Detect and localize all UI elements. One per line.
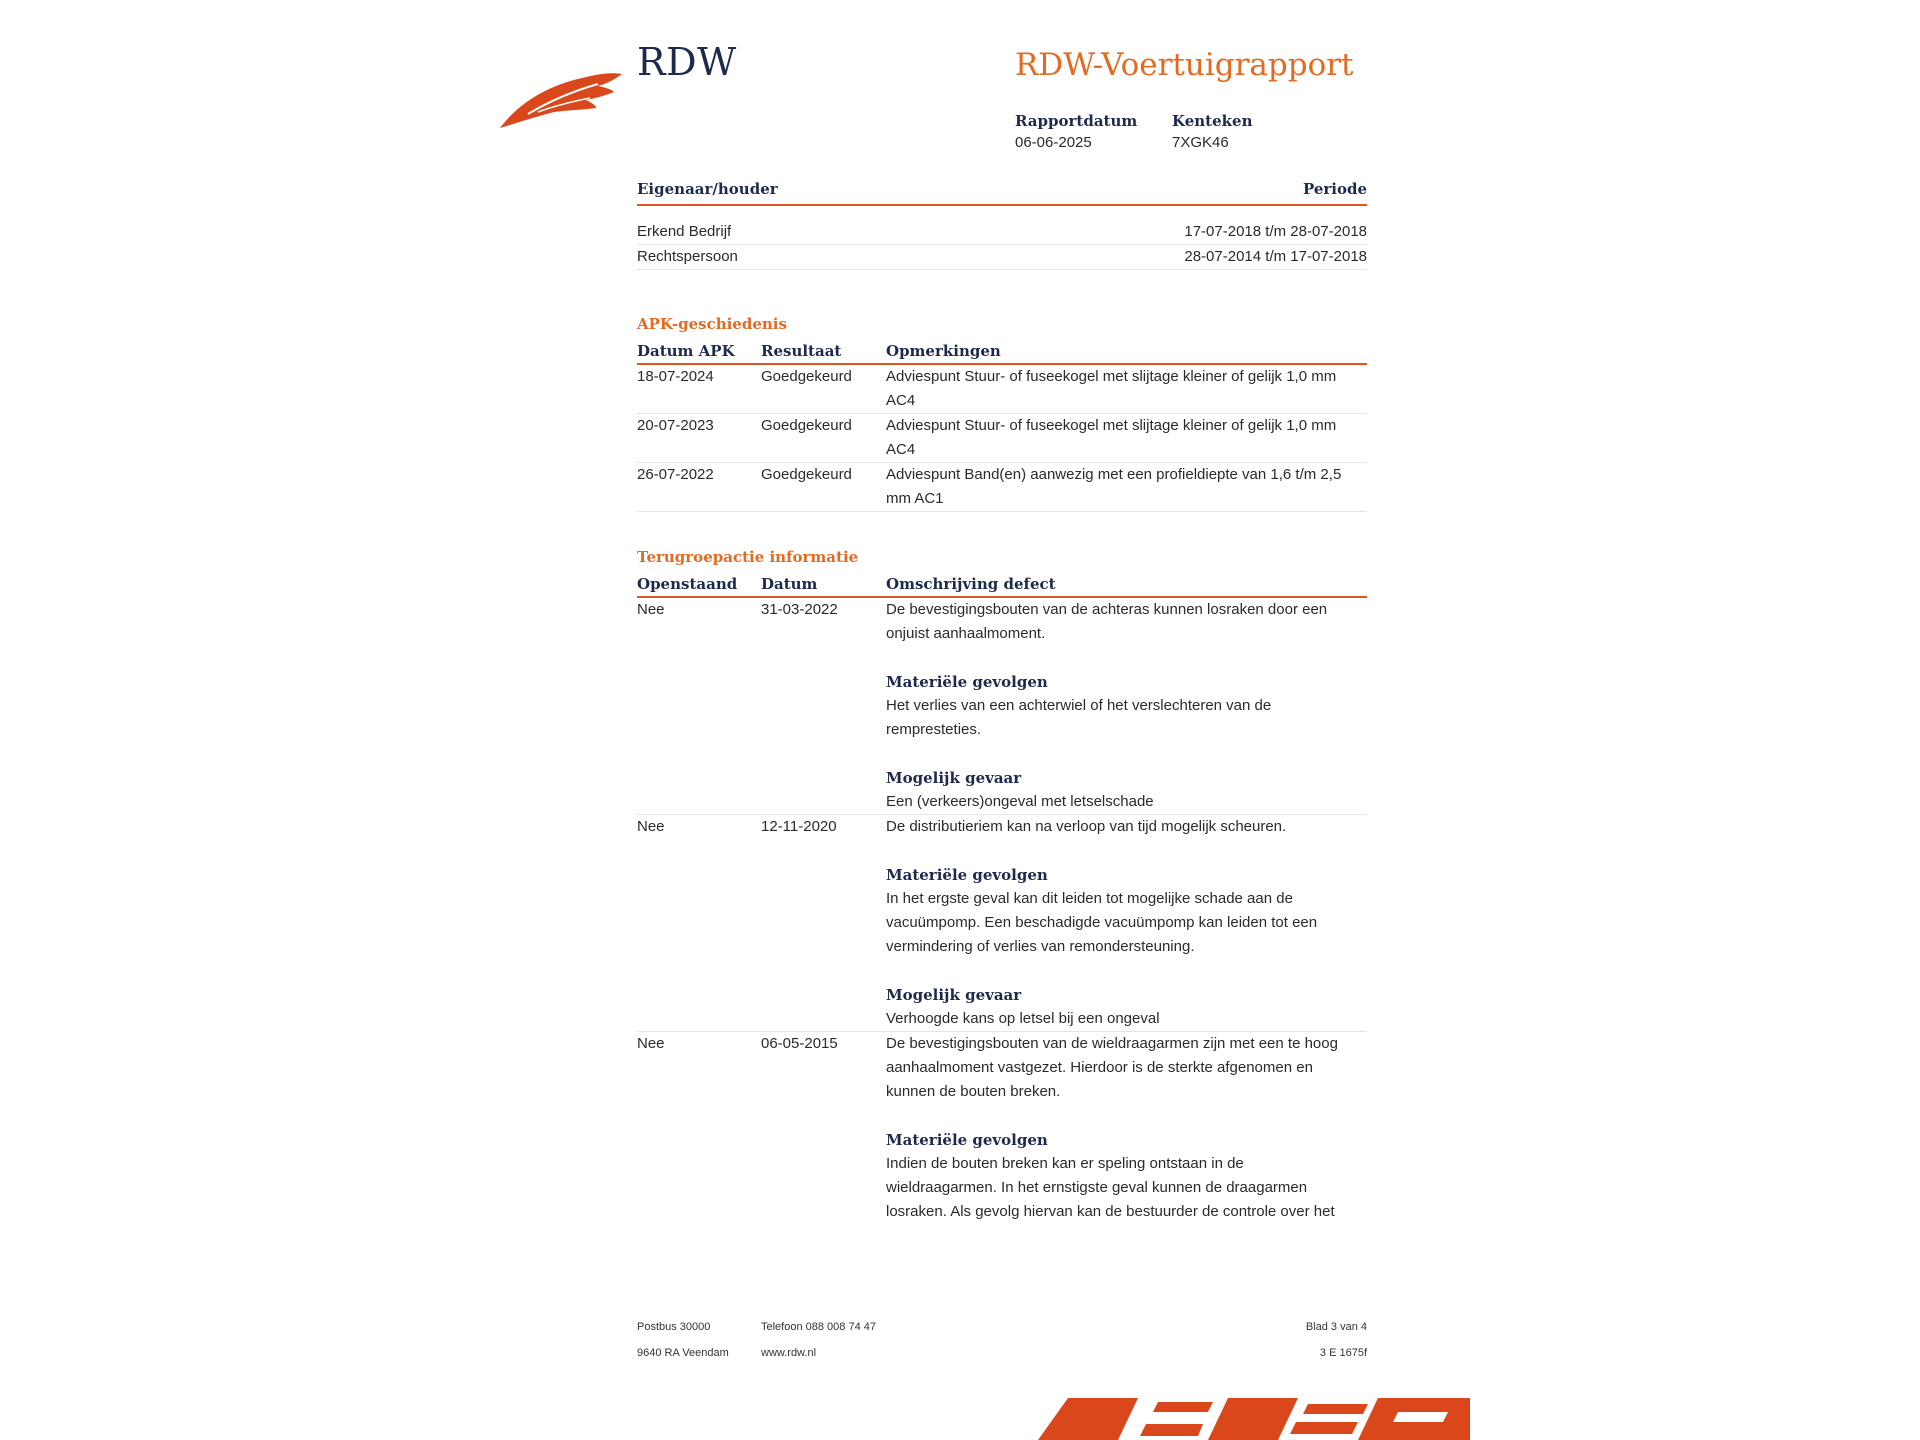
recall-date: 12-11-2020 (761, 818, 837, 835)
report-title: RDW-Voertuigrapport (1015, 47, 1354, 83)
material-consequences-heading: Materiële gevolgen (886, 866, 1048, 884)
material-consequences-text: In het ergste geval kan dit leiden tot mogelijke schade aan de vacuümpomp. Een beschadigde vacuümpomp kan leiden tot een vermindering of verlies van remondersteuning. (886, 890, 1318, 955)
recall-defect-column-header: Omschrijving defect (886, 575, 1056, 593)
license-plate-value: 7XGK46 (1172, 134, 1229, 151)
apk-remark: Adviespunt Stuur- of fuseekogel met slijtage kleiner of gelijk 1,0 mm AC4 (886, 417, 1337, 458)
material-consequences-heading: Materiële gevolgen (886, 1131, 1048, 1149)
recall-table-header (637, 572, 1367, 598)
footer-website[interactable]: www.rdw.nl (761, 1347, 817, 1359)
apk-remark: Adviespunt Stuur- of fuseekogel met slijtage kleiner of gelijk 1,0 mm AC4 (886, 368, 1337, 409)
recall-open: Nee (637, 818, 665, 835)
recall-row (637, 815, 1367, 1032)
apk-row (637, 463, 1367, 512)
recall-details (886, 598, 1367, 814)
report-date-label: Rapportdatum (1015, 112, 1138, 130)
apk-result-column-header: Resultaat (761, 342, 842, 360)
recall-details (886, 1032, 1367, 1224)
brand-name: RDW (637, 40, 737, 84)
license-plate-label: Kenteken (1172, 112, 1253, 130)
footer-page-number: Blad 3 van 4 (1305, 1321, 1367, 1333)
recall-date: 31-03-2022 (761, 601, 838, 618)
footer-address-line2: 9640 RA Veendam (637, 1347, 729, 1359)
apk-date: 20-07-2023 (637, 417, 714, 434)
recall-section-title: Terugroepactie informatie (637, 548, 859, 566)
recall-details (886, 815, 1367, 1031)
apk-section-title: APK-geschiedenis (637, 315, 787, 333)
material-consequences-text: Het verlies van een achterwiel of het verslechteren van de rempresteties. (886, 697, 1272, 738)
period-column-header: Periode (1302, 180, 1367, 198)
apk-row (637, 414, 1367, 463)
apk-history-section (637, 315, 1367, 512)
recall-date: 06-05-2015 (761, 1035, 838, 1052)
possible-danger-text: Een (verkeers)ongeval met letselschade (886, 793, 1154, 810)
apk-result: Goedgekeurd (761, 368, 852, 385)
recall-defect: De distributieriem kan na verloop van tijd mogelijk scheuren. (886, 818, 1287, 835)
owner-row (637, 220, 1367, 245)
recall-date-column-header: Datum (761, 575, 818, 593)
apk-remarks-column-header: Opmerkingen (886, 342, 1001, 360)
possible-danger-heading: Mogelijk gevaar (886, 769, 1022, 787)
apk-result: Goedgekeurd (761, 417, 852, 434)
material-consequences-heading: Materiële gevolgen (886, 673, 1048, 691)
footer-phone: Telefoon 088 008 74 47 (761, 1321, 876, 1333)
owner-name: Erkend Bedrijf (637, 223, 732, 240)
owners-table (637, 180, 1367, 270)
possible-danger-text: Verhoogde kans op letsel bij een ongeval (886, 1010, 1160, 1027)
apk-date-column-header: Datum APK (637, 342, 735, 360)
decorative-stripe-icon (1038, 1398, 1470, 1440)
owner-period: 17-07-2018 t/m 28-07-2018 (1184, 223, 1367, 240)
owner-period: 28-07-2014 t/m 17-07-2018 (1184, 248, 1367, 265)
rdw-logo-icon (498, 64, 624, 130)
apk-table-header (637, 339, 1367, 365)
recall-open-column-header: Openstaand (637, 575, 738, 593)
recall-defect: De bevestigingsbouten van de achteras kunnen losraken door een onjuist aanhaalmoment. (886, 601, 1328, 642)
recall-open: Nee (637, 601, 665, 618)
recall-row (637, 1032, 1367, 1224)
apk-remark: Adviespunt Band(en) aanwezig met een profieldiepte van 1,6 t/m 2,5 mm AC1 (886, 466, 1342, 507)
owners-header (637, 180, 1367, 206)
owner-column-header: Eigenaar/houder (637, 180, 778, 198)
owner-row (637, 245, 1367, 270)
recall-defect: De bevestigingsbouten van de wieldraagarmen zijn met een te hoog aanhaalmoment vastgezet. Hierdoor is de sterkte afgenomen en kunnen de bouten breken. (886, 1035, 1338, 1100)
owner-name: Rechtspersoon (637, 248, 738, 265)
footer-document-code: 3 E 1675f (1319, 1347, 1367, 1359)
material-consequences-text: Indien de bouten breken kan er speling ontstaan in de wieldraagarmen. In het ernstigste geval kunnen de draagarmen losraken. Als gevolg hiervan kan de bestuurder de controle over het (886, 1155, 1335, 1220)
apk-row (637, 365, 1367, 414)
apk-result: Goedgekeurd (761, 466, 852, 483)
footer-address-line1: Postbus 30000 (637, 1321, 711, 1333)
apk-date: 26-07-2022 (637, 466, 714, 483)
recall-row (637, 598, 1367, 815)
recall-section (637, 548, 1367, 1224)
recall-open: Nee (637, 1035, 665, 1052)
apk-date: 18-07-2024 (637, 368, 714, 385)
possible-danger-heading: Mogelijk gevaar (886, 986, 1022, 1004)
report-date-value: 06-06-2025 (1015, 134, 1092, 151)
